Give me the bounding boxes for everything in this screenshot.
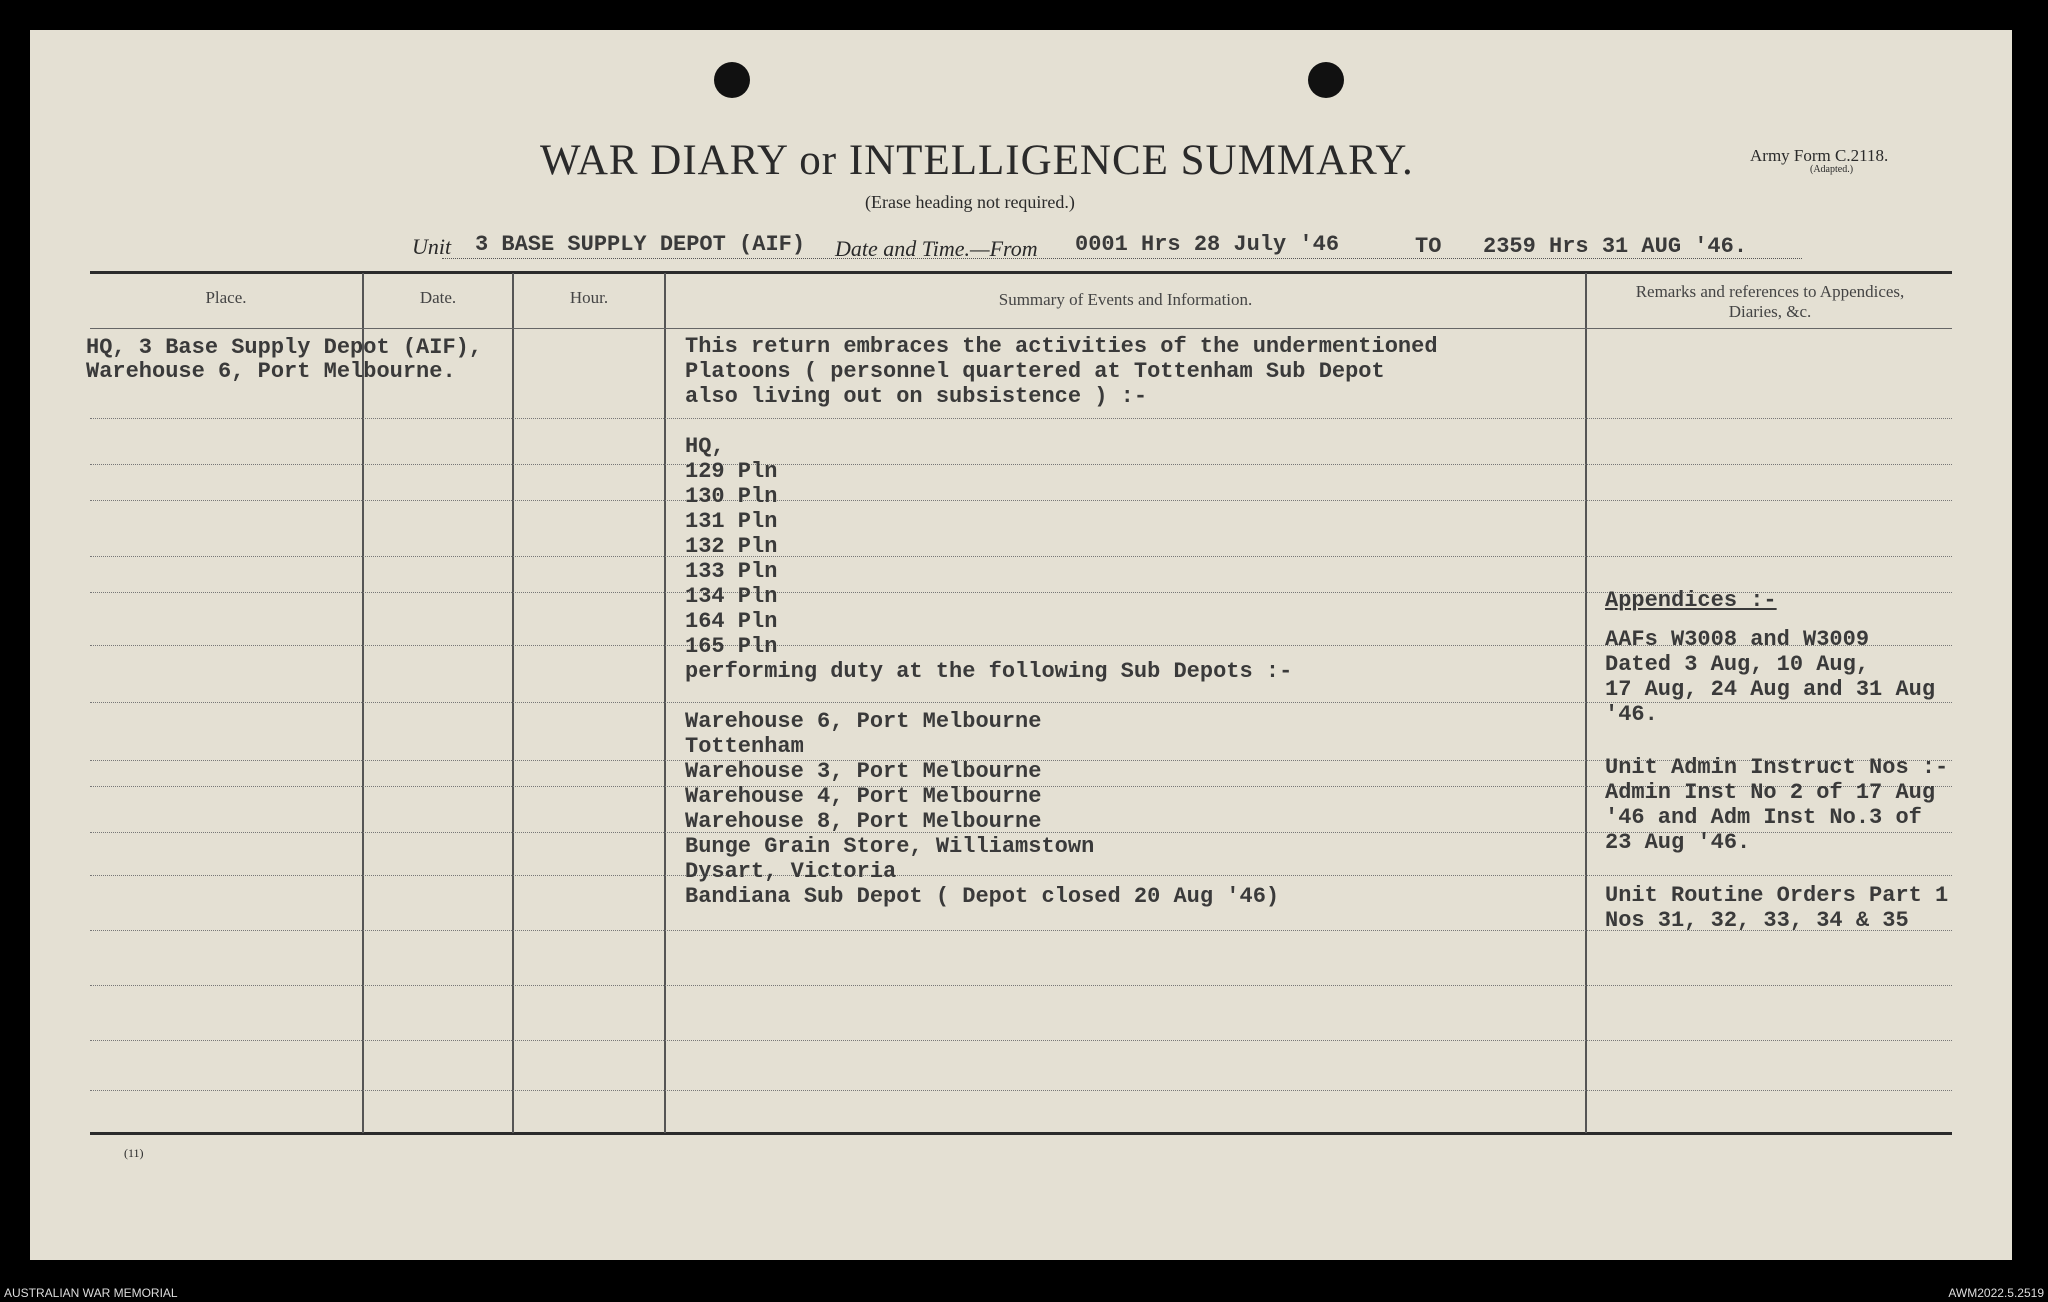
appendices-line-1: AAFs W3008 and W3009: [1605, 627, 1870, 652]
adapted-label: (Adapted.): [1810, 164, 1854, 175]
column-divider-date: [512, 273, 514, 1133]
footer-reference: AWM2022.5.2519: [1948, 1286, 2044, 1300]
column-divider-place: [362, 273, 364, 1133]
date-label: Date and Time.—From: [835, 236, 1038, 261]
summary-line: 165 Pln: [685, 634, 778, 659]
column-divider-hour: [664, 273, 666, 1133]
to-label: TO: [1415, 234, 1442, 259]
summary-line: Bandiana Sub Depot ( Depot closed 20 Aug '46): [685, 884, 1280, 909]
summary-line: [685, 409, 1438, 434]
column-divider-summary: [1585, 273, 1587, 1133]
summary-line: Platoons ( personnel quartered at Tottenham Sub Depot: [685, 359, 1385, 384]
unit-value: 3 BASE SUPPLY DEPOT (AIF): [475, 232, 806, 257]
summary-line: performing duty at the following Sub Depots :-: [685, 659, 1293, 684]
date-from: 0001 Hrs 28 July '46: [1075, 232, 1340, 257]
admin-line-2: Admin Inst No 2 of 17 Aug: [1605, 780, 1936, 805]
remarks-entry: [1605, 588, 1948, 933]
column-header-date: Date.: [419, 288, 457, 307]
summary-line: Dysart, Victoria: [685, 859, 897, 884]
summary-line: 134 Pln: [685, 584, 778, 609]
table-bottom-rule: [90, 1132, 1952, 1135]
page-title: WAR DIARY or INTELLIGENCE SUMMARY.: [540, 137, 1414, 184]
summary-line: This return embraces the activities of the undermentioned: [685, 334, 1438, 359]
summary-line: Warehouse 4, Port Melbourne: [685, 784, 1042, 809]
appendices-line-3: 17 Aug, 24 Aug and 31 Aug: [1605, 677, 1936, 702]
column-header-place: Place.: [205, 288, 247, 307]
summary-line: 133 Pln: [685, 559, 778, 584]
summary-line: Warehouse 6, Port Melbourne: [685, 709, 1042, 734]
appendices-line-4: '46.: [1605, 702, 1658, 727]
routine-line-1: Unit Routine Orders Part 1: [1605, 883, 1949, 908]
summary-line: 164 Pln: [685, 609, 778, 634]
column-header-remarks: Remarks and references to Appendices, Diaries, &c.: [1635, 282, 1905, 321]
summary-line: Warehouse 3, Port Melbourne: [685, 759, 1042, 784]
admin-line-3: '46 and Adm Inst No.3 of: [1605, 805, 1922, 830]
footer-credit: AUSTRALIAN WAR MEMORIAL: [4, 1286, 178, 1300]
place-entry: [86, 336, 482, 384]
summary-entry: [685, 334, 1438, 909]
army-form-label: Army Form C.2118.: [1750, 146, 1889, 165]
row-rule: [90, 1090, 1952, 1091]
row-rule: [90, 1040, 1952, 1041]
punch-hole-right: [1308, 62, 1344, 98]
appendices-line-2: Dated 3 Aug, 10 Aug,: [1605, 652, 1870, 677]
unit-label: Unit: [412, 234, 452, 259]
column-header-summary: Summary of Events and Information.: [998, 290, 1253, 309]
summary-line: [685, 684, 1438, 709]
table-top-rule: [90, 271, 1952, 274]
summary-line: 130 Pln: [685, 484, 778, 509]
admin-line-4: 23 Aug '46.: [1605, 830, 1751, 855]
summary-line: 131 Pln: [685, 509, 778, 534]
summary-line: 129 Pln: [685, 459, 778, 484]
column-header-hour: Hour.: [569, 288, 609, 307]
form-number: (11): [124, 1146, 144, 1160]
row-rule: [90, 985, 1952, 986]
summary-line: also living out on subsistence ) :-: [685, 384, 1148, 409]
summary-line: 132 Pln: [685, 534, 778, 559]
diary-page: [30, 30, 2012, 1260]
routine-line-2: Nos 31, 32, 33, 34 & 35: [1605, 908, 1909, 933]
appendices-heading: Appendices :-: [1605, 588, 1777, 613]
summary-line: Bunge Grain Store, Williamstown: [685, 834, 1095, 859]
header-row-rule: [90, 328, 1952, 329]
summary-line: Tottenham: [685, 734, 804, 759]
page-subtitle: (Erase heading not required.): [865, 192, 1075, 212]
date-to: 2359 Hrs 31 AUG '46.: [1483, 234, 1748, 259]
place-line-2: Warehouse 6, Port Melbourne.: [86, 359, 456, 384]
punch-hole-left: [714, 62, 750, 98]
header-underline: [442, 258, 1802, 259]
place-line-1: HQ, 3 Base Supply Depot (AIF),: [86, 335, 483, 360]
admin-line-1: Unit Admin Instruct Nos :-: [1605, 755, 1949, 780]
summary-line: Warehouse 8, Port Melbourne: [685, 809, 1042, 834]
summary-line: HQ,: [685, 434, 725, 459]
